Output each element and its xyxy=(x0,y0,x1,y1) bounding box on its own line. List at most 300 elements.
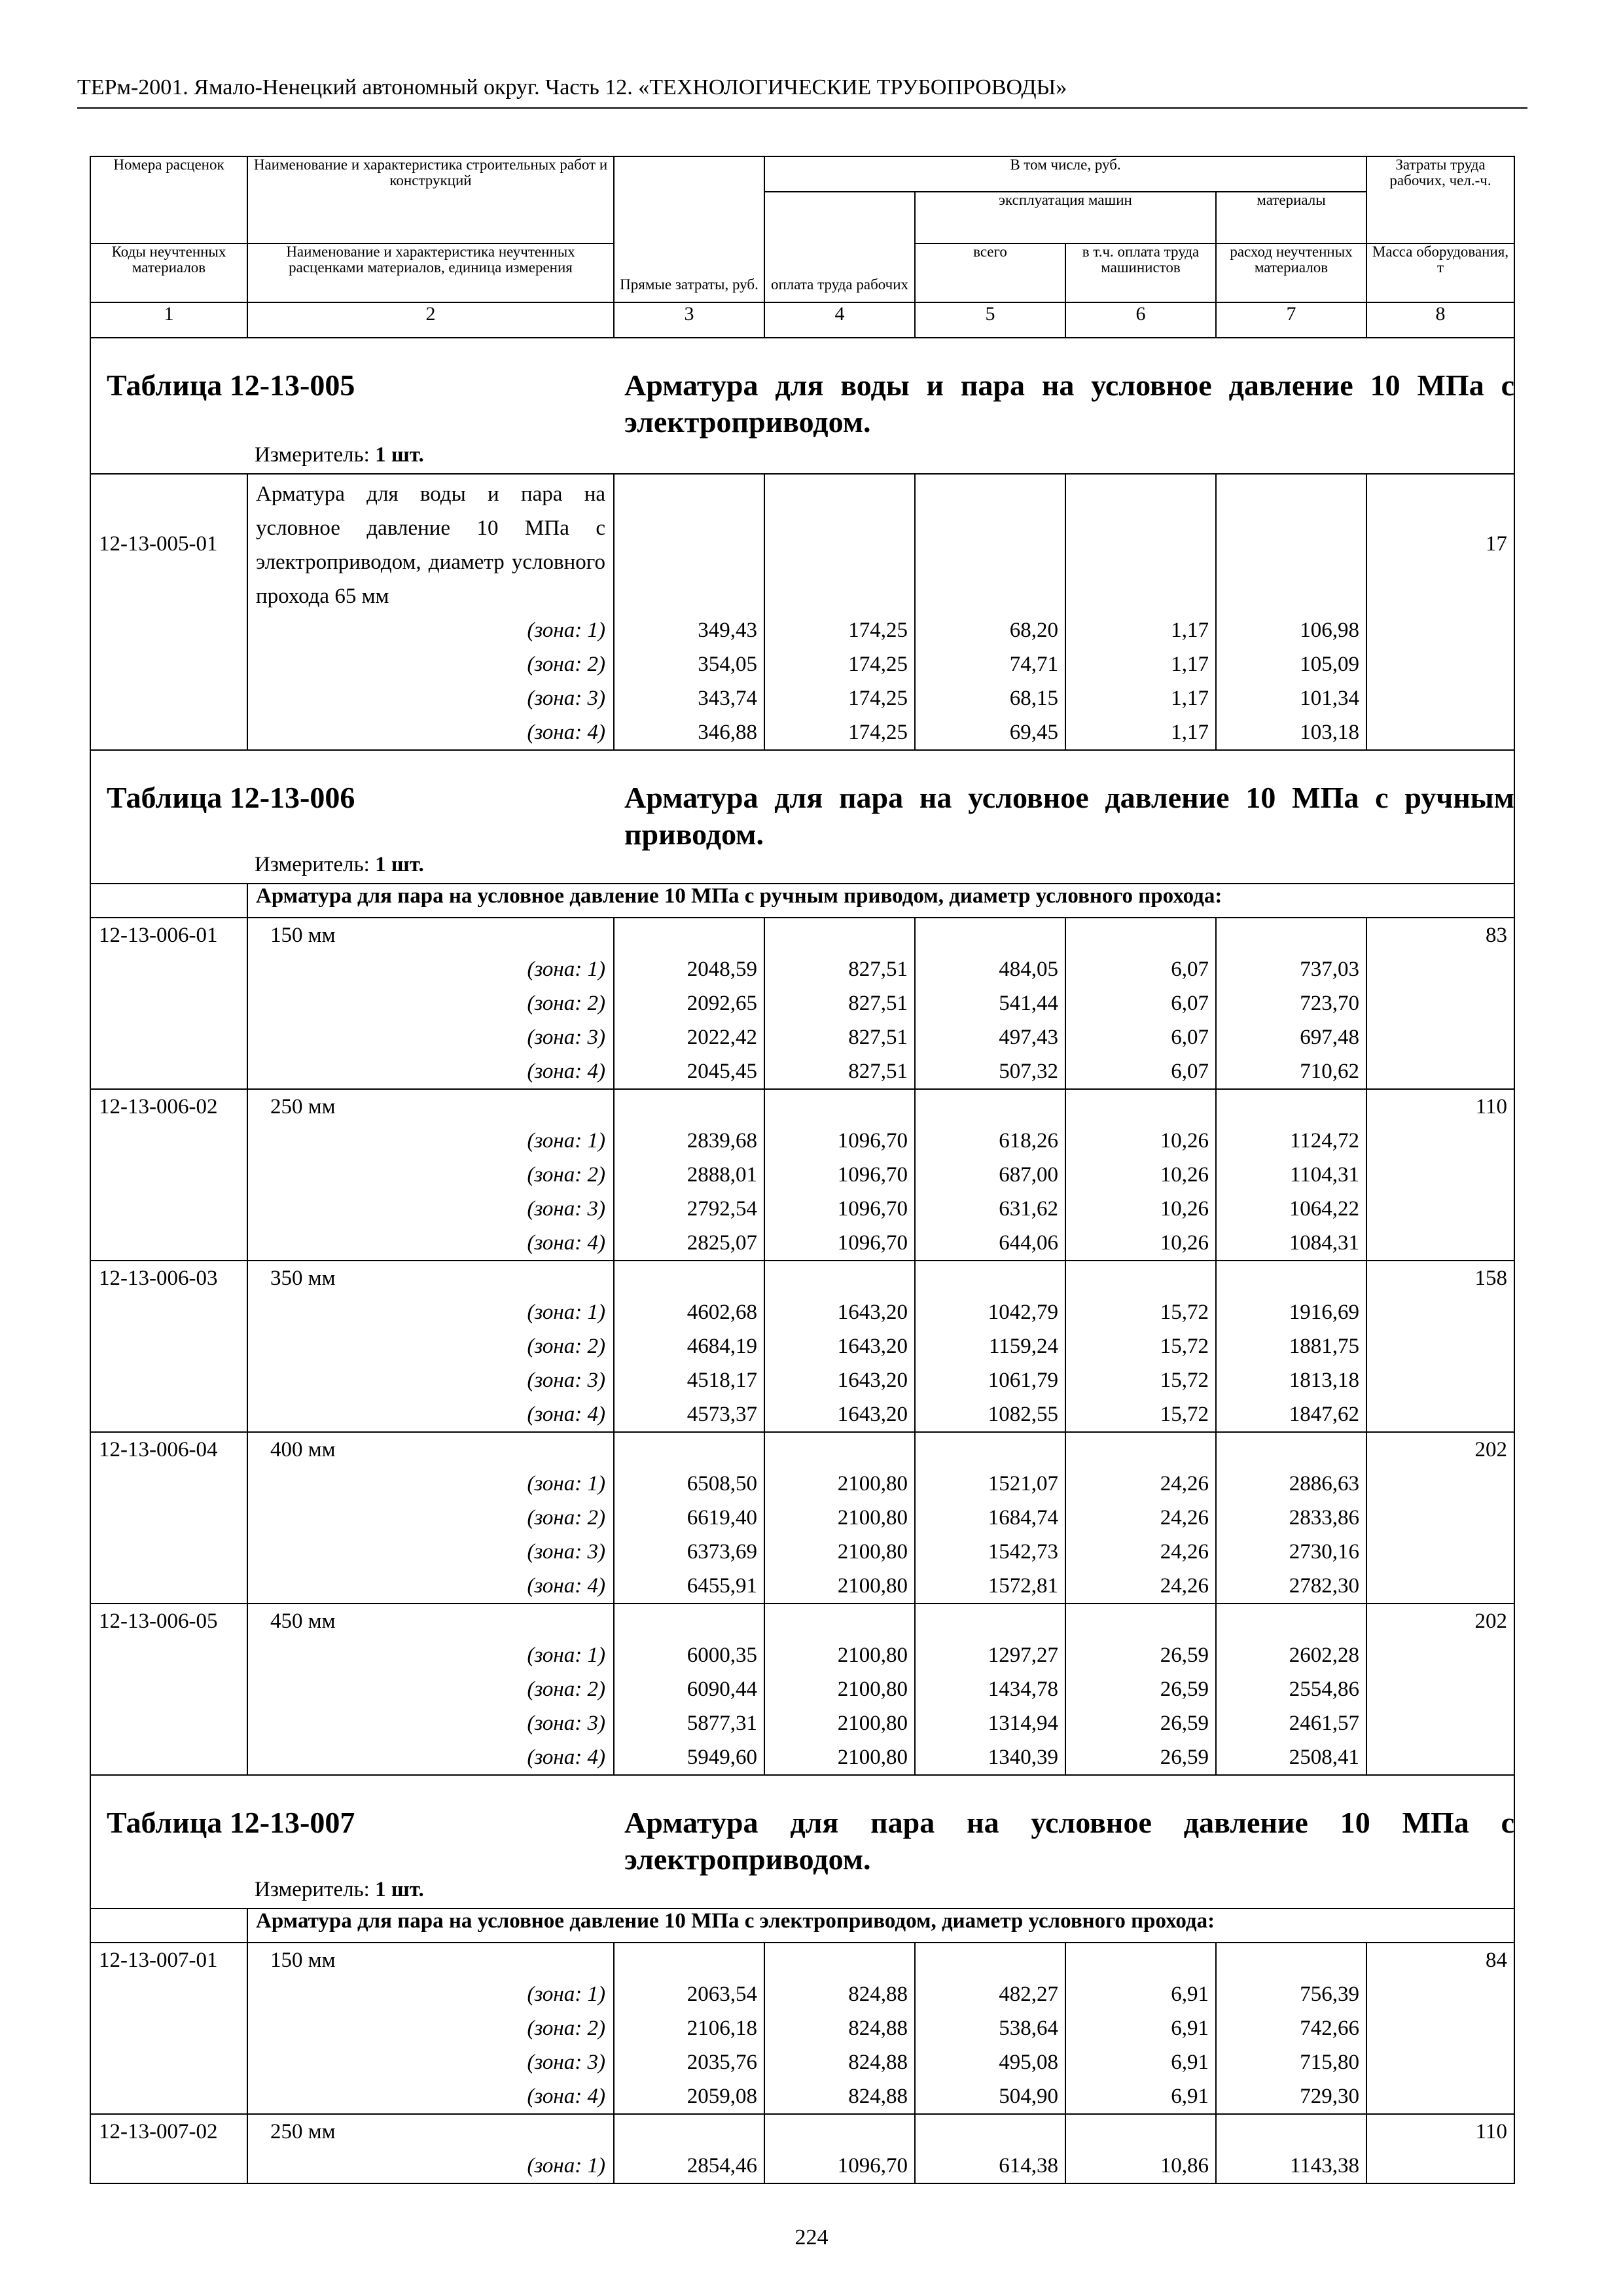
item-description: 250 мм xyxy=(247,2114,614,2149)
item-description: 250 мм xyxy=(247,1089,614,1124)
zone-row xyxy=(90,986,1514,1020)
operator-cost: 1,17 xyxy=(1065,681,1216,715)
empty-cell xyxy=(1366,1054,1514,1089)
empty-cell xyxy=(90,1397,247,1432)
zone-row xyxy=(90,2079,1514,2114)
labor-cost: 2100,80 xyxy=(764,1501,915,1535)
empty-cell xyxy=(764,1432,915,1467)
labor-cost: 827,51 xyxy=(764,952,915,986)
empty-cell xyxy=(90,1535,247,1569)
empty-cell xyxy=(915,2114,1065,2149)
zone-row xyxy=(90,1569,1514,1604)
zone-row xyxy=(90,1192,1514,1226)
operator-cost: 6,07 xyxy=(1065,1020,1216,1054)
direct-cost: 2792,54 xyxy=(614,1192,764,1226)
zone-label: (зона: 1) xyxy=(247,1467,614,1501)
direct-cost: 4518,17 xyxy=(614,1363,764,1397)
machine-cost: 1572,81 xyxy=(915,1569,1065,1604)
materials-cost: 1124,72 xyxy=(1216,1124,1366,1158)
empty-cell xyxy=(764,1604,915,1638)
zone-row xyxy=(90,2149,1514,2183)
labor-cost: 1096,70 xyxy=(764,1192,915,1226)
operator-cost: 24,26 xyxy=(1065,1569,1216,1604)
empty-cell xyxy=(1065,1261,1216,1295)
operator-cost: 24,26 xyxy=(1065,1467,1216,1501)
empty-cell xyxy=(614,1604,764,1638)
table-unit xyxy=(255,442,424,468)
labor-cost: 824,88 xyxy=(764,2079,915,2114)
machine-cost: 1297,27 xyxy=(915,1638,1065,1672)
empty-cell xyxy=(1216,474,1366,613)
direct-cost: 6619,40 xyxy=(614,1501,764,1535)
item-code: 12-13-006-03 xyxy=(90,1261,247,1295)
table-unit xyxy=(255,1876,424,1903)
col1-bottom-header: Коды неучтенных материалов xyxy=(90,243,247,302)
empty-cell xyxy=(764,1943,915,1977)
operator-cost: 6,91 xyxy=(1065,2079,1216,2114)
labor-cost: 827,51 xyxy=(764,1020,915,1054)
empty-cell xyxy=(1366,2011,1514,2045)
item-code: 12-13-006-02 xyxy=(90,1089,247,1124)
empty-cell xyxy=(1065,1089,1216,1124)
direct-cost: 2022,42 xyxy=(614,1020,764,1054)
empty-cell xyxy=(90,1020,247,1054)
operator-cost: 6,07 xyxy=(1065,1054,1216,1089)
direct-cost: 4684,19 xyxy=(614,1329,764,1363)
direct-cost: 6373,69 xyxy=(614,1535,764,1569)
item-row xyxy=(90,1089,1514,1124)
machine-cost: 507,32 xyxy=(915,1054,1065,1089)
materials-header: материалы xyxy=(1216,192,1366,243)
labor-cost: 174,25 xyxy=(764,647,915,681)
empty-cell xyxy=(915,474,1065,613)
labor-cost: 1096,70 xyxy=(764,1124,915,1158)
col2-top-header: Наименование и характеристика строительных работ и конструкций xyxy=(247,156,614,243)
empty-cell xyxy=(90,1638,247,1672)
zone-label: (зона: 2) xyxy=(247,986,614,1020)
zone-label: (зона: 4) xyxy=(247,1054,614,1089)
direct-cost: 354,05 xyxy=(614,647,764,681)
zone-label: (зона: 1) xyxy=(247,1977,614,2011)
empty-cell xyxy=(614,1943,764,1977)
machine-cost: 1082,55 xyxy=(915,1397,1065,1432)
empty-cell xyxy=(1366,2149,1514,2183)
header-row-1 xyxy=(90,156,1514,192)
item-description: 150 мм xyxy=(247,1943,614,1977)
empty-cell xyxy=(90,647,247,681)
labor-cost: 827,51 xyxy=(764,986,915,1020)
empty-cell xyxy=(764,2114,915,2149)
materials-cost: 715,80 xyxy=(1216,2045,1366,2079)
materials-cost: 737,03 xyxy=(1216,952,1366,986)
column-number: 2 xyxy=(247,302,614,338)
empty-cell xyxy=(90,613,247,647)
machine-cost: 484,05 xyxy=(915,952,1065,986)
item-description: 150 мм xyxy=(247,918,614,952)
direct-cost: 2048,59 xyxy=(614,952,764,986)
empty-cell xyxy=(1366,1363,1514,1397)
materials-cost: 2730,16 xyxy=(1216,1535,1366,1569)
empty-cell xyxy=(1216,1432,1366,1467)
materials-cost: 2886,63 xyxy=(1216,1467,1366,1501)
operator-cost: 26,59 xyxy=(1065,1706,1216,1740)
empty-cell xyxy=(90,1295,247,1329)
column-number: 1 xyxy=(90,302,247,338)
zone-label: (зона: 2) xyxy=(247,1672,614,1706)
unit-value: 1 шт. xyxy=(375,1878,424,1901)
zone-row xyxy=(90,1706,1514,1740)
empty-cell xyxy=(1065,918,1216,952)
col1-top-header: Номера расценок xyxy=(90,156,247,243)
empty-cell xyxy=(1366,1124,1514,1158)
empty-cell xyxy=(90,1363,247,1397)
table-name: Арматура для пара на условное давление 10 МПа с электроприводом. xyxy=(624,1806,1514,1876)
column-number: 3 xyxy=(614,302,764,338)
operator-cost: 24,26 xyxy=(1065,1501,1216,1535)
materials-cost: 2833,86 xyxy=(1216,1501,1366,1535)
operator-cost: 10,26 xyxy=(1065,1226,1216,1261)
operator-cost: 6,91 xyxy=(1065,1977,1216,2011)
empty-cell xyxy=(90,1740,247,1775)
empty-cell xyxy=(90,1054,247,1089)
zone-row xyxy=(90,2045,1514,2079)
empty-cell xyxy=(614,918,764,952)
item-mass: 83 xyxy=(1366,918,1514,952)
item-code: 12-13-007-02 xyxy=(90,2114,247,2149)
column-number: 6 xyxy=(1065,302,1216,338)
item-code: 12-13-005-01 xyxy=(90,474,247,613)
machine-cost: 541,44 xyxy=(915,986,1065,1020)
machine-cost: 504,90 xyxy=(915,2079,1065,2114)
empty-cell xyxy=(90,681,247,715)
empty-cell xyxy=(1366,1329,1514,1363)
empty-cell xyxy=(1065,2114,1216,2149)
direct-cost: 346,88 xyxy=(614,715,764,750)
item-mass: 202 xyxy=(1366,1432,1514,1467)
zone-label: (зона: 3) xyxy=(247,681,614,715)
materials-cost: 2782,30 xyxy=(1216,1569,1366,1604)
table-title-row xyxy=(90,750,1514,884)
direct-cost: 2825,07 xyxy=(614,1226,764,1261)
zone-label: (зона: 2) xyxy=(247,1158,614,1192)
materials-cost: 729,30 xyxy=(1216,2079,1366,2114)
empty-cell xyxy=(915,918,1065,952)
table-title-row xyxy=(90,1775,1514,1909)
materials-cost: 105,09 xyxy=(1216,647,1366,681)
materials-cost: 101,34 xyxy=(1216,681,1366,715)
zone-label: (зона: 4) xyxy=(247,1226,614,1261)
table-title-box xyxy=(91,1776,1514,1908)
col8-top-header: Затраты труда рабочих, чел.-ч. xyxy=(1366,156,1514,243)
empty-cell xyxy=(1065,474,1216,613)
zone-row xyxy=(90,1467,1514,1501)
operator-cost: 6,91 xyxy=(1065,2045,1216,2079)
zone-row xyxy=(90,1397,1514,1432)
empty-cell xyxy=(1366,2045,1514,2079)
labor-cost: 827,51 xyxy=(764,1054,915,1089)
col5-header: всего xyxy=(915,243,1065,302)
operator-cost: 24,26 xyxy=(1065,1535,1216,1569)
materials-cost: 1143,38 xyxy=(1216,2149,1366,2183)
machine-cost: 1521,07 xyxy=(915,1467,1065,1501)
direct-cost: 2035,76 xyxy=(614,2045,764,2079)
direct-cost: 2854,46 xyxy=(614,2149,764,2183)
zone-label: (зона: 1) xyxy=(247,1638,614,1672)
operator-cost: 26,59 xyxy=(1065,1672,1216,1706)
machine-cost: 1061,79 xyxy=(915,1363,1065,1397)
machine-cost: 631,62 xyxy=(915,1192,1065,1226)
empty-cell xyxy=(90,1226,247,1261)
materials-cost: 756,39 xyxy=(1216,1977,1366,2011)
materials-cost: 2554,86 xyxy=(1216,1672,1366,1706)
empty-cell xyxy=(614,1261,764,1295)
empty-cell xyxy=(90,2079,247,2114)
zone-row xyxy=(90,715,1514,750)
column-number: 4 xyxy=(764,302,915,338)
empty-cell xyxy=(90,884,247,918)
empty-cell xyxy=(764,1261,915,1295)
item-mass: 202 xyxy=(1366,1604,1514,1638)
materials-cost: 1104,31 xyxy=(1216,1158,1366,1192)
table-title-box xyxy=(91,338,1514,473)
direct-cost: 2888,01 xyxy=(614,1158,764,1192)
machine-cost: 614,38 xyxy=(915,2149,1065,2183)
column-numbers-row xyxy=(90,302,1514,338)
materials-cost: 2602,28 xyxy=(1216,1638,1366,1672)
zone-row xyxy=(90,1158,1514,1192)
operator-cost: 10,26 xyxy=(1065,1158,1216,1192)
materials-cost: 2461,57 xyxy=(1216,1706,1366,1740)
direct-cost: 2045,45 xyxy=(614,1054,764,1089)
zone-row xyxy=(90,1295,1514,1329)
empty-cell xyxy=(90,1329,247,1363)
price-table xyxy=(90,156,1515,2184)
empty-cell xyxy=(1366,2079,1514,2114)
zone-row xyxy=(90,1124,1514,1158)
empty-cell xyxy=(90,1672,247,1706)
operator-cost: 15,72 xyxy=(1065,1363,1216,1397)
empty-cell xyxy=(1366,613,1514,647)
empty-cell xyxy=(1366,1295,1514,1329)
materials-cost: 2508,41 xyxy=(1216,1740,1366,1775)
table-label: Таблица 12-13-006 xyxy=(107,781,355,814)
machine-cost: 1684,74 xyxy=(915,1501,1065,1535)
operator-cost: 15,72 xyxy=(1065,1397,1216,1432)
item-row xyxy=(90,1261,1514,1295)
col3-header: Прямые затраты, руб. xyxy=(614,156,764,302)
machines-header: эксплуатация машин xyxy=(915,192,1216,243)
operator-cost: 15,72 xyxy=(1065,1295,1216,1329)
operator-cost: 6,07 xyxy=(1065,986,1216,1020)
zone-row xyxy=(90,1501,1514,1535)
incl-header: В том числе, руб. xyxy=(764,156,1366,192)
direct-cost: 5949,60 xyxy=(614,1740,764,1775)
zone-row xyxy=(90,1672,1514,1706)
direct-cost: 6455,91 xyxy=(614,1569,764,1604)
empty-cell xyxy=(1366,1672,1514,1706)
zone-label: (зона: 3) xyxy=(247,1363,614,1397)
empty-cell xyxy=(1366,681,1514,715)
materials-cost: 1813,18 xyxy=(1216,1363,1366,1397)
machine-cost: 1314,94 xyxy=(915,1706,1065,1740)
zone-row xyxy=(90,1638,1514,1672)
empty-cell xyxy=(1366,1740,1514,1775)
empty-cell xyxy=(90,2045,247,2079)
empty-cell xyxy=(1065,1432,1216,1467)
empty-cell xyxy=(1366,986,1514,1020)
unit-value: 1 шт. xyxy=(375,853,424,876)
subheader-text: Арматура для пара на условное давление 10 МПа с электроприводом, диаметр условного прохода: xyxy=(247,1909,1514,1943)
item-mass: 17 xyxy=(1366,474,1514,613)
empty-cell xyxy=(1366,1638,1514,1672)
labor-cost: 2100,80 xyxy=(764,1467,915,1501)
labor-cost: 824,88 xyxy=(764,1977,915,2011)
empty-cell xyxy=(1366,1706,1514,1740)
labor-cost: 174,25 xyxy=(764,681,915,715)
zone-row xyxy=(90,1226,1514,1261)
zone-label: (зона: 1) xyxy=(247,1124,614,1158)
machine-cost: 1340,39 xyxy=(915,1740,1065,1775)
materials-cost: 106,98 xyxy=(1216,613,1366,647)
materials-cost: 1847,62 xyxy=(1216,1397,1366,1432)
item-row xyxy=(90,1943,1514,1977)
empty-cell xyxy=(915,1261,1065,1295)
zone-label: (зона: 2) xyxy=(247,1329,614,1363)
operator-cost: 10,26 xyxy=(1065,1124,1216,1158)
empty-cell xyxy=(1216,1089,1366,1124)
empty-cell xyxy=(1366,647,1514,681)
zone-label: (зона: 3) xyxy=(247,1706,614,1740)
labor-cost: 2100,80 xyxy=(764,1569,915,1604)
document-header: ТЕРм-2001. Ямало-Ненецкий автономный округ. Часть 12. «ТЕХНОЛОГИЧЕСКИЕ ТРУБОПРОВОДЫ» xyxy=(77,73,1527,109)
empty-cell xyxy=(90,1124,247,1158)
labor-cost: 2100,80 xyxy=(764,1706,915,1740)
empty-cell xyxy=(90,1467,247,1501)
table-title-cell xyxy=(90,1775,1514,1909)
machine-cost: 68,20 xyxy=(915,613,1065,647)
machine-cost: 482,27 xyxy=(915,1977,1065,2011)
zone-label: (зона: 4) xyxy=(247,1397,614,1432)
empty-cell xyxy=(1366,1397,1514,1432)
item-mass: 110 xyxy=(1366,1089,1514,1124)
item-description: Арматура для воды и пара на условное давление 10 МПа с электроприводом, диаметр условного прохода 65 мм xyxy=(247,474,614,613)
empty-cell xyxy=(1065,1943,1216,1977)
table-title-cell xyxy=(90,750,1514,884)
labor-cost: 1643,20 xyxy=(764,1397,915,1432)
direct-cost: 4602,68 xyxy=(614,1295,764,1329)
zone-label: (зона: 1) xyxy=(247,613,614,647)
labor-cost: 1643,20 xyxy=(764,1295,915,1329)
empty-cell xyxy=(915,1432,1065,1467)
empty-cell xyxy=(90,1158,247,1192)
labor-cost: 2100,80 xyxy=(764,1672,915,1706)
item-mass: 110 xyxy=(1366,2114,1514,2149)
column-number: 7 xyxy=(1216,302,1366,338)
unit-label: Измеритель: xyxy=(255,443,370,467)
zone-row xyxy=(90,1363,1514,1397)
materials-cost: 1916,69 xyxy=(1216,1295,1366,1329)
item-row xyxy=(90,1604,1514,1638)
machine-cost: 68,15 xyxy=(915,681,1065,715)
labor-cost: 1096,70 xyxy=(764,1158,915,1192)
zone-row xyxy=(90,681,1514,715)
empty-cell xyxy=(90,1909,247,1943)
materials-cost: 742,66 xyxy=(1216,2011,1366,2045)
empty-cell xyxy=(1366,1226,1514,1261)
table-name: Арматура для воды и пара на условное давление 10 МПа с электроприводом. xyxy=(624,368,1514,439)
direct-cost: 2063,54 xyxy=(614,1977,764,2011)
table-name: Арматура для пара на условное давление 10 МПа с ручным приводом. xyxy=(624,781,1514,851)
direct-cost: 2092,65 xyxy=(614,986,764,1020)
direct-cost: 6000,35 xyxy=(614,1638,764,1672)
empty-cell xyxy=(1366,1020,1514,1054)
subheader-text: Арматура для пара на условное давление 10 МПа с ручным приводом, диаметр условного прохода: xyxy=(247,884,1514,918)
zone-label: (зона: 3) xyxy=(247,1192,614,1226)
machine-cost: 69,45 xyxy=(915,715,1065,750)
empty-cell xyxy=(90,1977,247,2011)
item-description: 350 мм xyxy=(247,1261,614,1295)
zone-row xyxy=(90,1535,1514,1569)
empty-cell xyxy=(90,1192,247,1226)
machine-cost: 74,71 xyxy=(915,647,1065,681)
col4-header: оплата труда рабочих xyxy=(764,192,915,302)
empty-cell xyxy=(1216,1261,1366,1295)
direct-cost: 5877,31 xyxy=(614,1706,764,1740)
item-row xyxy=(90,918,1514,952)
empty-cell xyxy=(1216,1943,1366,1977)
empty-cell xyxy=(1366,1158,1514,1192)
empty-cell xyxy=(90,2149,247,2183)
item-code: 12-13-007-01 xyxy=(90,1943,247,1977)
materials-cost: 103,18 xyxy=(1216,715,1366,750)
direct-cost: 6508,50 xyxy=(614,1467,764,1501)
zone-label: (зона: 4) xyxy=(247,2079,614,2114)
direct-cost: 6090,44 xyxy=(614,1672,764,1706)
item-description: 450 мм xyxy=(247,1604,614,1638)
empty-cell xyxy=(764,474,915,613)
zone-label: (зона: 3) xyxy=(247,1020,614,1054)
item-code: 12-13-006-04 xyxy=(90,1432,247,1467)
unit-value: 1 шт. xyxy=(375,443,424,467)
zone-label: (зона: 2) xyxy=(247,1501,614,1535)
labor-cost: 174,25 xyxy=(764,613,915,647)
item-row xyxy=(90,2114,1514,2149)
page-number: 224 xyxy=(794,2225,829,2250)
table-label: Таблица 12-13-007 xyxy=(107,1806,355,1839)
column-number: 8 xyxy=(1366,302,1514,338)
direct-cost: 4573,37 xyxy=(614,1397,764,1432)
operator-cost: 6,07 xyxy=(1065,952,1216,986)
zone-label: (зона: 3) xyxy=(247,2045,614,2079)
zone-label: (зона: 2) xyxy=(247,647,614,681)
direct-cost: 2059,08 xyxy=(614,2079,764,2114)
empty-cell xyxy=(1216,2114,1366,2149)
machine-cost: 1434,78 xyxy=(915,1672,1065,1706)
column-number: 5 xyxy=(915,302,1065,338)
operator-cost: 1,17 xyxy=(1065,715,1216,750)
item-code: 12-13-006-05 xyxy=(90,1604,247,1638)
empty-cell xyxy=(915,1943,1065,1977)
labor-cost: 174,25 xyxy=(764,715,915,750)
labor-cost: 1096,70 xyxy=(764,2149,915,2183)
machine-cost: 497,43 xyxy=(915,1020,1065,1054)
empty-cell xyxy=(614,474,764,613)
empty-cell xyxy=(614,1432,764,1467)
labor-cost: 2100,80 xyxy=(764,1740,915,1775)
zone-row xyxy=(90,952,1514,986)
zone-row xyxy=(90,1020,1514,1054)
zone-label: (зона: 1) xyxy=(247,1295,614,1329)
